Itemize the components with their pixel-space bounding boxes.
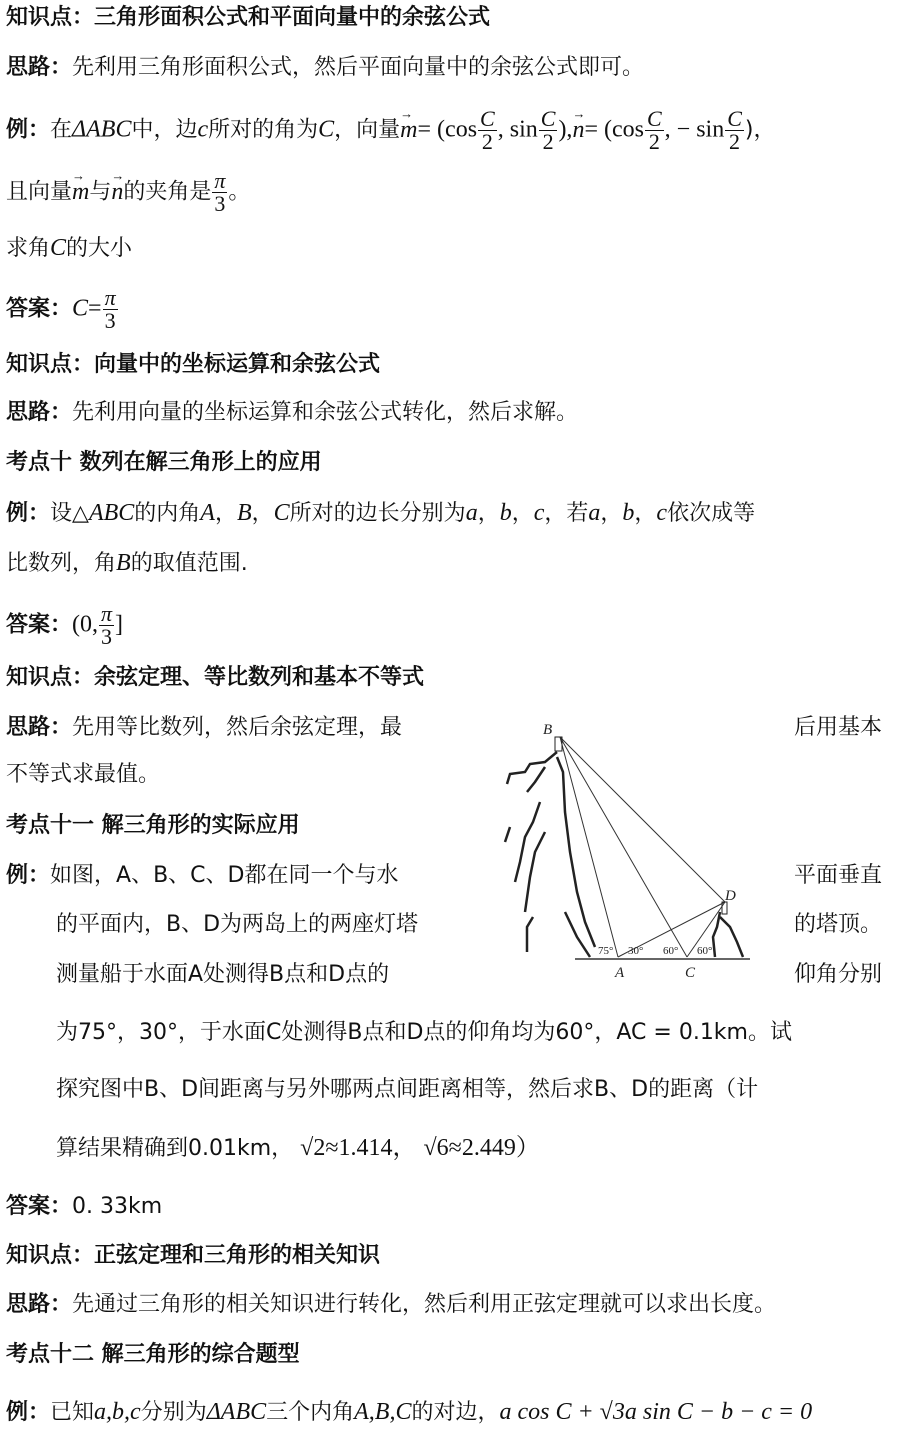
knowledge-point: 知识点：三角形面积公式和平面向量中的余弦公式: [6, 5, 491, 30]
example-cont: 为75°，30°，于水面C处测得B点和D点的仰角均为60°，AC = 0.1km。试: [56, 1020, 792, 1045]
example: 例：已知a,b,c分别为ΔABC三个内角A,B,C的对边，a cos C + √3a sin C − b − c = 0: [6, 1399, 813, 1425]
answer: 答案：0. 33km: [6, 1194, 163, 1219]
example-right: 的塔顶。: [793, 912, 882, 937]
cliff-outline: [505, 752, 743, 957]
answer: 答案：C= $\frac{\pi}{3}$: [6, 285, 116, 333]
approach: 思路：先通过三角形的相关知识进行转化，然后利用正弦定理就可以求出长度。: [6, 1292, 777, 1317]
section-heading: 考点十一 解三角形的实际应用: [6, 813, 300, 838]
example: 例：设△ABC的内角A，B，C所对的边长分别为a，b，c，若a，b，c依次成等: [6, 500, 756, 526]
lighthouse-figure: [485, 712, 780, 982]
angle-60-d: 60°: [697, 945, 713, 957]
approach-right: 后用基本: [793, 715, 882, 740]
example-cont: 探究图中B、D间距离与另外哪两点间距离相等，然后求B、D的距离（计: [56, 1077, 759, 1102]
section-heading: 考点十二 解三角形的综合题型: [6, 1342, 300, 1367]
example-cont: 测量船于水面A处测得B点和D点的: [56, 962, 390, 987]
approach: 思路：先用等比数列，然后余弦定理，最: [6, 715, 403, 740]
example: 例：如图，A、B、C、D都在同一个与水: [6, 863, 399, 888]
angle-60-b: 60°: [663, 945, 679, 957]
approach: 思路：先利用三角形面积公式，然后平面向量中的余弦公式即可。: [6, 55, 645, 80]
knowledge-point: 知识点：余弦定理、等比数列和基本不等式: [6, 665, 425, 690]
approach: 思路：先利用向量的坐标运算和余弦公式转化，然后求解。: [6, 400, 579, 425]
example-cont: 算结果精确到0.01km， √2≈1.414， √6≈2.449）: [56, 1135, 540, 1161]
example-cont: 比数列，角B的取值范围.: [6, 550, 248, 576]
label-c: C: [685, 965, 696, 981]
angle-30: 30°: [628, 945, 644, 957]
approach-cont: 不等式求最值。: [6, 762, 161, 787]
knowledge-point: 知识点：正弦定理和三角形的相关知识: [6, 1243, 381, 1268]
example: 例：在ΔABC中，边c所对的角为C，向量→ m= (cos $\frac{C}{2}$ , sin $\frac{C}{2}$ ),→ n= (cos $\frac{C}{2}$ , − sin $\frac{C}{2}$ )，: [6, 108, 775, 153]
example-cont: 的平面内，B、D为两岛上的两座灯塔: [56, 912, 419, 937]
knowledge-point: 知识点：向量中的坐标运算和余弦公式: [6, 352, 381, 377]
label-d: D: [725, 888, 736, 904]
example-cont: 且向量→ m与→ n的夹角是 $\frac{\pi}{3}$ 。: [6, 170, 250, 215]
example-right: 仰角分别: [793, 962, 882, 987]
angle-75: 75°: [598, 945, 614, 957]
sight-lines: [560, 737, 750, 959]
section-heading: 考点十 数列在解三角形上的应用: [6, 450, 322, 475]
question: 求角C的大小: [6, 235, 133, 261]
label-b: B: [543, 722, 553, 738]
answer: 答案：(0, $\frac{\pi}{3}$ ]: [6, 601, 124, 649]
label-a: A: [615, 965, 625, 981]
example-right: 平面垂直: [793, 863, 882, 888]
